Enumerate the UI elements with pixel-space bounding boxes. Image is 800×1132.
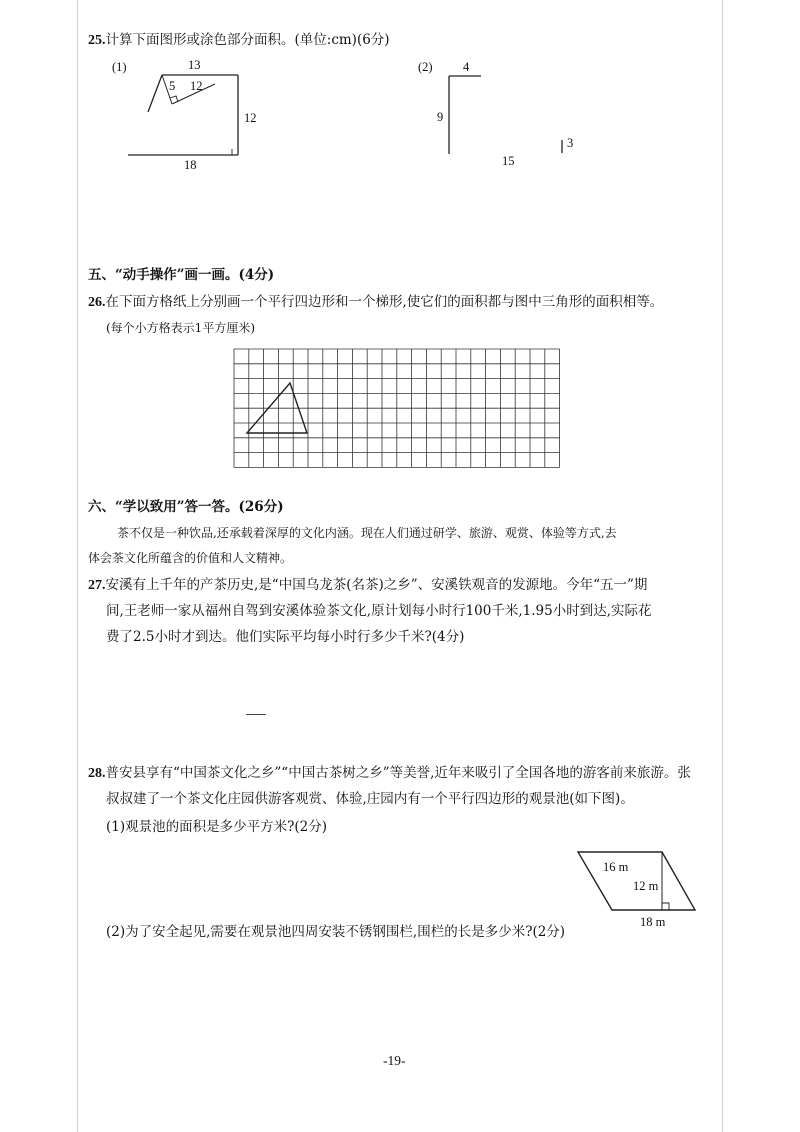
- q27-line2: 间,王老师一家从福州自驾到安溪体验茶文化,原计划每小时行100千米,1.95小时到达,实际花: [106, 603, 652, 619]
- fig1-label-slant: 5: [169, 79, 176, 93]
- section6-title: 六、“学以致用”答一答。(26分): [88, 499, 284, 515]
- fig2-label-top: 4: [463, 60, 470, 74]
- section5-title: 五、“动手操作”画一画。(4分): [88, 267, 275, 283]
- q27-number: 27.: [88, 578, 106, 593]
- fig2-label-bottom: 15: [502, 154, 515, 168]
- q28-text-line1: 普安县享有“中国茶文化之乡”“中国古茶树之乡”等美誉,近年来吸引了全国各地的游客前来旅游。张: [105, 765, 691, 781]
- section6-intro-line2: 体会茶文化所蕴含的价值和人文精神。: [88, 551, 293, 565]
- q25-fig2-tag: (2): [418, 60, 433, 74]
- fig1-label-inner: 12: [190, 79, 203, 93]
- q28-number: 28.: [88, 766, 106, 781]
- q28-sub1: (1)观景池的面积是多少平方米?(2分): [106, 819, 327, 835]
- fig2-label-right: 3: [567, 136, 574, 150]
- q27-line3: 费了2.5小时才到达。他们实际平均每小时行多少千米?(4分): [106, 629, 465, 645]
- q26-note: (每个小方格表示1平方厘米): [106, 321, 255, 335]
- q28-sub2: (2)为了安全起见,需要在观景池四周安装不锈钢围栏,围栏的长是多少米?(2分): [106, 924, 566, 940]
- q28-label-height: 12 m: [633, 879, 659, 893]
- section6-intro-line1: 茶不仅是一种饮品,还承载着深厚的文化内涵。现在人们通过研学、旅游、观赏、体验等方式,去: [117, 526, 617, 540]
- page-number: -19-: [383, 1053, 406, 1068]
- q25-fig1-tag: (1): [112, 60, 127, 74]
- fig1-label-bottom: 18: [184, 158, 197, 172]
- q28-line2: 叔叔建了一个茶文化庄园供游客观赏、体验,庄园内有一个平行四边形的观景池(如下图)。: [106, 791, 634, 807]
- q25-number: 25.: [88, 33, 106, 48]
- fig2-label-left: 9: [437, 110, 444, 124]
- q27-text-line1: 安溪有上千年的产茶历史,是“中国乌龙茶(名茶)之乡”、安溪铁观音的发源地。今年“五一”期: [105, 577, 648, 593]
- fig1-label-right: 12: [244, 111, 257, 125]
- q26-number: 26.: [88, 295, 106, 310]
- q26-text: 在下面方格纸上分别画一个平行四边形和一个梯形,使它们的面积都与图中三角形的面积相等。: [105, 294, 664, 310]
- q28-label-base: 18 m: [640, 915, 666, 929]
- q28-label-side: 16 m: [603, 860, 629, 874]
- q25-text: 计算下面图形或涂色部分面积。(单位:cm)(6分): [105, 32, 390, 48]
- fig1-label-top: 13: [188, 58, 201, 72]
- parallelogram-right-angle: [662, 903, 669, 910]
